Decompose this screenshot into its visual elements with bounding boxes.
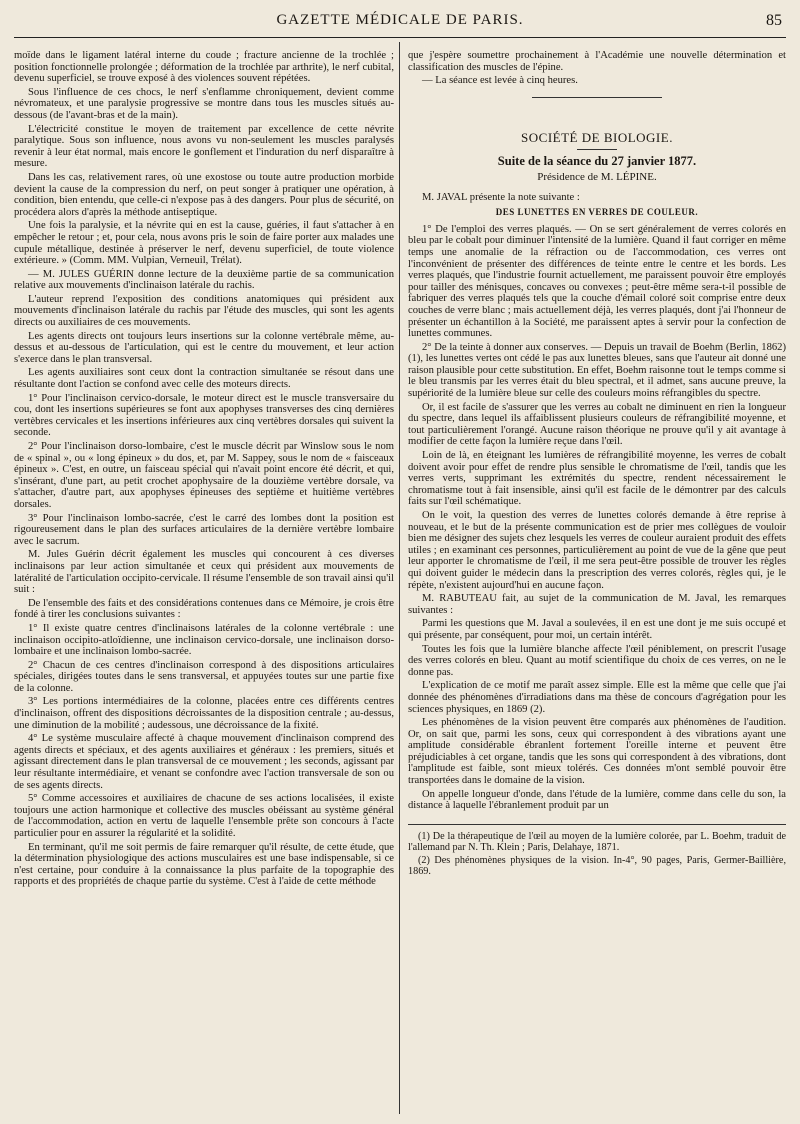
article-paragraph: M. Jules Guérin décrit également les muscles qui concourent à ces diverses inclinaisons par leur action simultanée et ceux qui président aux mouvements de latéralité de l'articulation occipito-cervicale. Il résume l'ensemble de son travail ainsi qu'il suit :: [14, 549, 394, 596]
article-paragraph: 5° Comme accessoires et auxiliaires de chacune de ses actions localisées, il existe toujours une action harmonique et collective des muscles obéissant au système général de l'accommodation, action en vertu de laquelle l'ensemble prête son concours à l'acte particulier pour en assurer la régularité et la solidité.: [14, 793, 394, 839]
article-paragraph: L'auteur reprend l'exposition des conditions anatomiques qui président aux mouvements d'inclinaison latérale du rachis par l'étude des muscles, qui sont les agents directs ou auxiliaires de ces mouvements.: [14, 293, 394, 329]
article-paragraph: Une fois la paralysie, et la névrite qui en est la cause, guéries, il faut s'attacher à en empêcher le retour ; et, pour cela, nous avons pris le soin de faire porter aux malades une cupule métallique, destinée à préserver le nerf, devenu superficiel, de toute violence extérieure. » (Comm. MM. Vulpian, Verneuil, Trélat).: [14, 220, 394, 267]
article-paragraph: 3° Pour l'inclinaison lombo-sacrée, c'est le carré des lombes dont la position est rigoureusement dans le plan des surfaces articulaires de la dernière vertèbre lombaire avec le sacrum.: [14, 512, 394, 547]
header-rule: [14, 37, 786, 38]
article-paragraph: — M. JULES GUÉRIN donne lecture de la deuxième partie de sa communication relative aux mouvements d'inclinaison latérale du rachis.: [14, 268, 394, 292]
footnote-rule: [408, 824, 786, 825]
javal-intro: M. JAVAL présente la note suivante :: [422, 191, 580, 203]
article-paragraph: Sous l'influence de ces chocs, le nerf s'enflamme chroniquement, devient comme névromateux, et une paralysie progressive se montre dans tous les muscles situés au-dessous (de l'avant-bras et de la main).: [14, 86, 394, 121]
article-subheading: DES LUNETTES EN VERRES DE COULEUR.: [495, 207, 699, 218]
right-paragraphs: [408, 224, 786, 812]
page-header: [14, 10, 786, 38]
session-title: Suite de la séance du 27 janvier 1877.: [497, 154, 697, 169]
article-paragraph: De l'ensemble des faits et des considérations contenues dans ce Mémoire, je crois être fondé à tirer les conclusions suivantes :: [14, 597, 394, 621]
article-paragraph: Les agents auxiliaires sont ceux dont la contraction simultanée se résout dans une résultante dont l'action se confond avec celle des moteurs directs.: [14, 367, 394, 391]
article-paragraph: 2° Chacun de ces centres d'inclinaison correspond à des dispositions articulaires spéciales, dirigées toutes dans le sens transversal, et appuyées toutes sur une partie fixe de la colonne.: [14, 659, 394, 694]
right-column: [408, 50, 786, 1116]
footnote: (1) De la thérapeutique de l'œil au moyen de la lumière colorée, par L. Boehm, traduit de l'allemand par N. Th. Klein ; Paris, Delahaye, 1871.: [408, 830, 786, 853]
session-closing: — La séance est levée à cinq heures.: [422, 75, 578, 87]
page-number: 85: [766, 12, 782, 29]
article-paragraph: moïde dans le ligament latéral interne du coude ; fracture ancienne de la trochlée ; position fonctionnelle prolongée ; déformation de la trochlée par arthrite), le nerf cubital, devenu superficiel, se trouve exposé à des violences souvent répétées.: [14, 50, 394, 85]
article-paragraph: 2° Pour l'inclinaison dorso-lombaire, c'est le muscle décrit par Winslow sous le nom de « spinal », ou « long épineux » du dos, et, par M. Sappey, sous le nom de « faisceaux épineux ». C'est, en outre, un faisceau spécial qui n'avait point encore été décrit, et qui, s'insérant, d'une part, au petit crochet apophysaire de la douzième vertèbre dorsale, va s'attacher, d'autre part, aux apophyses épineuses des septième et huitième vertèbres dorsales.: [14, 441, 394, 510]
footnotes: [408, 831, 786, 877]
article-paragraph: Toutes les fois que la lumière blanche affecte l'œil péniblement, on prescrit l'usage des verres colorés en bleu. Quant au motif scientifique du choix de ces verres, on ne le donne pas.: [408, 643, 786, 678]
society-title: SOCIÉTÉ DE BIOLOGIE.: [521, 129, 673, 145]
footnote: (2) Des phénomènes physiques de la vision. In-4°, 90 pages, Paris, Germer-Baillière, 1869.: [408, 854, 786, 877]
article-paragraph: Loin de là, en éteignant les lumières de réfrangibilité moyenne, les verres de cobalt doivent avoir pour effet de rendre plus sensible le chromatisme de l'œil, tandis que les verres verts, supprimant les extrémités du spectre, rendent nécessairement le chromatisme tout à fait insensible, ainsi qu'il est facile de le démontrer par des calculs faits sur l'œil schématique.: [408, 450, 786, 508]
article-paragraph: Les agents directs ont toujours leurs insertions sur la colonne vertébrale même, au-dessus et au-dessous de l'articulation, qui est le centre du mouvement, et leur action s'exerce dans le plan transversal.: [14, 330, 394, 365]
column-divider: [399, 42, 400, 1114]
article-paragraph: 2° De la teinte à donner aux conserves. — Depuis un travail de Boehm (Berlin, 1862) (1), les lunettes vertes ont cédé le pas aux lunettes bleues, sans que l'auteur ait donné une raison plausible pour cette substitution. En effet, Boehm raisonne tout le temps comme si le bleu transmis par les verres était du bleu spectral, et il admet, sans aucune preuve, la supériorité de la lumière bleue sur celle des couleurs moins réfrangibles du spectre.: [408, 341, 786, 400]
section-separator: [532, 97, 662, 98]
left-column: [14, 50, 394, 1116]
continuation-paragraph: que j'espère soumettre prochainement à l'Académie une nouvelle détermination et classification des muscles de l'épine.: [408, 50, 786, 73]
article-paragraph: L'électricité constitue le moyen de traitement par excellence de cette névrite paralytique. Sous son influence, nous avons vu non-seulement les muscles paralysés revenir à leur état normal, mais encore le gonflement et l'induration du nerf disparaître à mesure.: [14, 123, 394, 170]
article-paragraph: Or, il est facile de s'assurer que les verres au cobalt ne diminuent en rien la longueur du spectre, dans lequel ils affaiblissent plusieurs couleurs de réfrangibilité moyenne, et tout particulièrement l'orangé. Aucune raison théorique ne prouve qu'il y ait avantage à modifier de cette façon la lumière reçue dans l'œil.: [408, 401, 786, 448]
article-paragraph: En terminant, qu'il me soit permis de faire remarquer qu'il résulte, de cette étude, que la détermination physiologique des actions musculaires est une base indispensable, si ce n'est certaine, pour conduire à la connaissance la plus parfaite de la topographie des rapports et des propriétés de chaque partie du système. C'est à l'aide de cette méthode: [14, 841, 394, 888]
article-paragraph: 1° Pour l'inclinaison cervico-dorsale, le moteur direct est le muscle transversaire du cou, dont les insertions supérieures se font aux apophyses transverses des cinq dernières vertèbres cervicales et les insertions inférieures aux cinq vertèbres dorsales qui suivent la seconde.: [14, 392, 394, 439]
article-paragraph: 3° Les portions intermédiaires de la colonne, placées entre ces différents centres d'inclinaison, offrent des dispositions décroissantes de la disposition centrale ; au-dessus, une diminution de la mobilité ; audessous, une décroissance de la fixité.: [14, 696, 394, 731]
article-paragraph: On appelle longueur d'onde, dans l'étude de la lumière, comme dans celle du son, la distance à laquelle l'ébranlement produit par un: [408, 788, 786, 812]
article-paragraph: M. RABUTEAU fait, au sujet de la communication de M. Javal, les remarques suivantes :: [408, 593, 786, 616]
article-paragraph: L'explication de ce motif me paraît assez simple. Elle est la même que celle que j'ai donnée des phénomènes d'irradiations dans ma thèse de concours d'agrégation pour les sciences physiques, en 1869 (2).: [408, 680, 786, 715]
article-paragraph: 1° Il existe quatre centres d'inclinaisons latérales de la colonne vertébrale : une inclinaison occipito-atloïdienne, une inclinaison cervico-dorsale, une inclinaison dorso-lombaire et une inclinaison lombo-sacrée.: [14, 622, 394, 658]
article-paragraph: Parmi les questions que M. Javal a soulevées, il en est une dont je me suis occupé et qui présente, par conséquent, pour moi, un certain intérêt.: [408, 618, 786, 641]
title-separator: [577, 149, 617, 150]
article-paragraph: 1° De l'emploi des verres plaqués. — On se sert généralement de verres colorés en bleu par le cobalt pour diminuer l'intensité de la lumière. Quand il faut corriger en même temps une anomalie de la réfraction ou de l'accommodation, ces verres ont l'inconvénient de présenter des différences de teinte entre le centre et les bords. Les verres plaqués, que l'industrie fournit actuellement, me paraissent pouvoir être employés pour tailler des ménisques, concaves ou convexes ; peut-être même sera-t-il possible de fabriquer des verres plaqués tels que la couche d'émail coloré soit comprise entre deux couches de verre blanc ; mais actuellement déjà, les verres plaqués, dont j'ai l'honneur de présenter un échantillon à la Société, me paraissent aptes à servir pour la confection de lunettes communes.: [408, 223, 786, 340]
presidency-line: Présidence de M. LÉPINE.: [537, 170, 657, 183]
journal-title: GAZETTE MÉDICALE DE PARIS.: [276, 12, 524, 28]
article-paragraph: Les phénomènes de la vision peuvent être comparés aux phénomènes de l'audition. Or, on sait que, parmi les sons, ceux qui correspondent à des vibrations ayant une amplitude considérable ébranlent fortement l'oreille interne et peuvent être préjudiciables à cet organe, tandis que les sons qui correspondent à des vibrations, dont l'amplitude est faible, sont mieux tolérés. Ces données m'ont semblé pouvoir être transportées dans le domaine de la vision.: [408, 717, 786, 787]
article-paragraph: On le voit, la question des verres de lunettes colorés demande à être reprise à nouveau, et le but de la présente communication est de prier mes collègues de vouloir bien me désigner des sujets chez lesquels les verres de couleur auraient produit des effets utiles ; en examinant ces personnes, particulièrement au point de vue de la gêne que peut leur apporter le chromatisme de l'œil, il me sera peut-être possible de trouver les règles qui doivent guider le médecin dans la prescription des verres colorés, règles qui, je le répète, n'existent aujourd'hui en aucune façon.: [408, 510, 786, 591]
article-paragraph: Dans les cas, relativement rares, où une exostose ou toute autre production morbide devient la cause de la compression du nerf, on peut songer à pratiquer une opération, à condition, bien entendu, que celle-ci n'expose pas à des dangers. Pour plus de sécurité, on procédera alors d'après la méthode antiseptique.: [14, 171, 394, 218]
article-paragraph: 4° Le système musculaire affecté à chaque mouvement d'inclinaison comprend des agents directs et spéciaux, et des agents auxiliaires et généraux : les premiers, situés et agissant directement dans le plan transversal de ce mouvement ; les seconds, agissant par leur résultante intermédiaire, et venant se confondre avec l'action transversale de son ou de ses agents directs.: [14, 733, 394, 791]
